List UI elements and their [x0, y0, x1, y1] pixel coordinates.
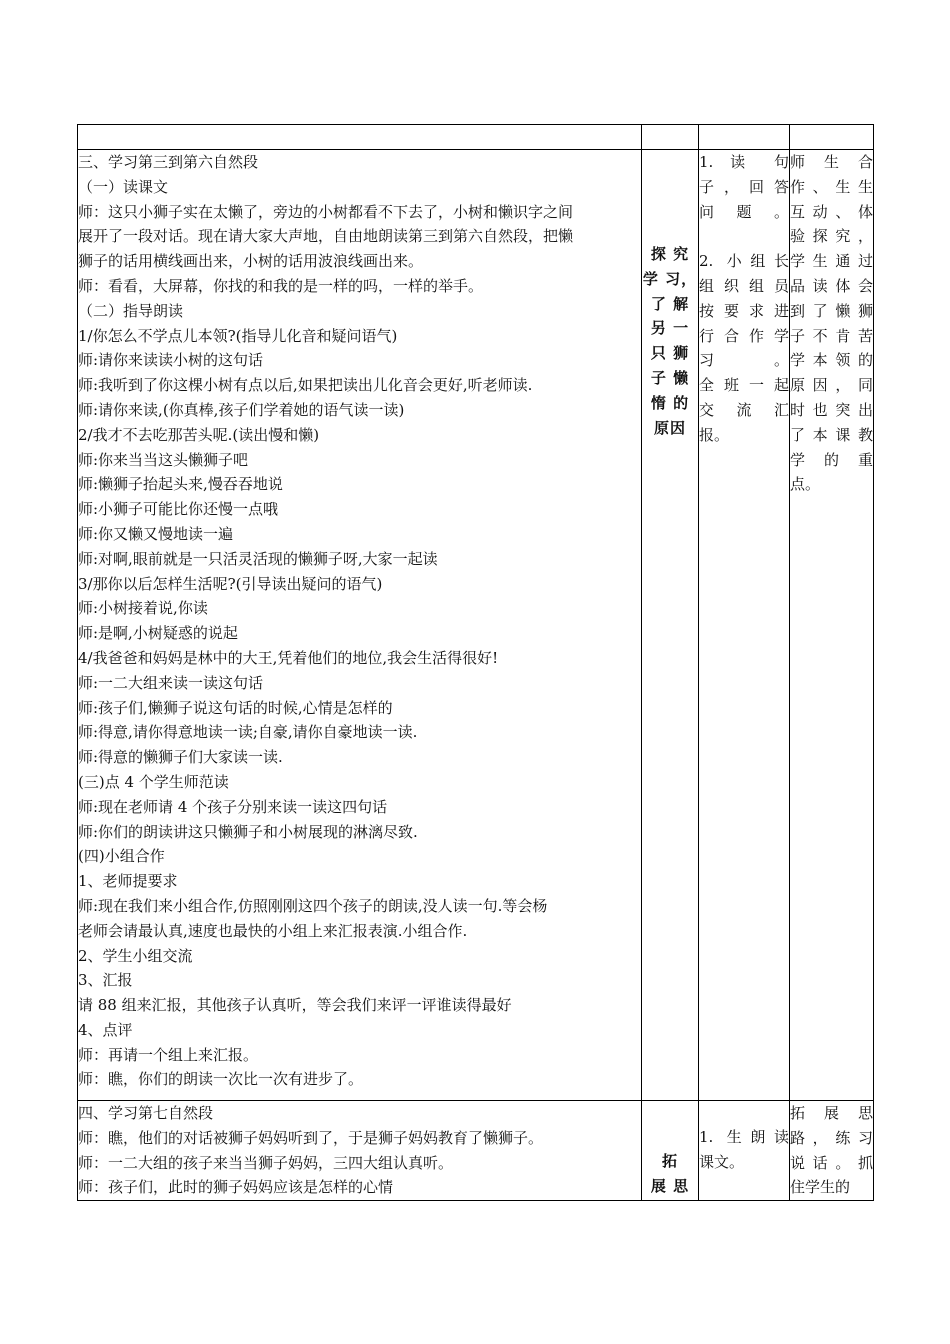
- student-line: 行合作学: [699, 326, 789, 345]
- intent-line: 品读体会: [790, 276, 873, 295]
- teaching-process-cell: [78, 150, 642, 1101]
- student-activity-cell: [699, 1101, 790, 1201]
- student-line: 2. 小组长: [699, 252, 789, 271]
- goal-line: 拓: [661, 1152, 678, 1170]
- teaching-goal-text: [642, 1101, 698, 1199]
- text-line: 师:你来当当这头懒狮子吧: [78, 450, 249, 469]
- text-line: 师:现在老师请 4 个孩子分别来读一读这四句话: [78, 797, 388, 816]
- student-line: 按要求进: [699, 301, 789, 320]
- text-line: 师:小狮子可能比你还慢一点哦: [78, 500, 279, 519]
- text-line: （一）读课文: [78, 177, 169, 196]
- goal-line: 了 解: [650, 294, 690, 313]
- text-line: 师:请你来读读小树的这句话: [78, 351, 264, 370]
- student-activity-text: [699, 1101, 789, 1175]
- empty-cell: [699, 125, 790, 150]
- text-line: 1、老师提要求: [78, 872, 178, 891]
- intent-line: 路，练习: [790, 1128, 873, 1147]
- teaching-process-cell: [78, 1101, 642, 1201]
- teaching-process-text: [78, 1101, 641, 1200]
- text-line: (四)小组合作: [78, 847, 165, 866]
- student-line: 全班一起: [699, 376, 789, 395]
- text-line: 狮子的话用横线画出来，小树的话用波浪线画出来。: [78, 252, 424, 271]
- student-line: 1. 生朗读: [699, 1128, 789, 1146]
- goal-line: 惰 的: [650, 393, 690, 412]
- intent-line: 学本领的: [790, 351, 873, 370]
- table-header-row: [78, 125, 874, 150]
- empty-cell: [642, 125, 699, 150]
- text-line: 师:是啊,小树疑惑的说起: [78, 624, 238, 643]
- student-activity-text: [699, 150, 789, 448]
- student-line: 1. 读 句: [699, 153, 789, 171]
- text-line: 师：这只小狮子实在太懒了，旁边的小树都看不下去了，小树和懒识字之间: [78, 202, 574, 221]
- goal-line: 展 思: [650, 1176, 690, 1195]
- student-line: 习。: [699, 351, 789, 370]
- text-line: 四、学习第七自然段: [78, 1104, 214, 1122]
- text-line: 师：瞧，他们的对话被狮子妈妈听到了，于是狮子妈妈教育了懒狮子。: [78, 1128, 544, 1147]
- intent-line: 子不肯苦: [790, 326, 873, 345]
- design-intent-text: [790, 1101, 873, 1200]
- text-line: 师:对啊,眼前就是一只活灵活现的懒狮子呀,大家一起读: [78, 549, 438, 568]
- design-intent-text: [790, 150, 873, 497]
- student-activity-cell: [699, 150, 790, 1101]
- intent-line: 时也突出: [790, 400, 873, 419]
- design-intent-cell: [790, 1101, 874, 1201]
- text-line: 请 88 组来汇报，其他孩子认真听，等会我们来评一评谁读得最好: [78, 996, 512, 1015]
- design-intent-cell: [790, 150, 874, 1101]
- teaching-goal-text: [642, 150, 698, 440]
- intent-line: 说话。抓: [790, 1153, 873, 1172]
- text-line: (三)点 4 个学生师范读: [78, 772, 229, 791]
- text-line: 师:你们的朗读讲这只懒狮子和小树展现的淋漓尽致.: [78, 822, 418, 841]
- text-line: 师：孩子们，此时的狮子妈妈应该是怎样的心情: [78, 1178, 394, 1197]
- text-line: 展开了一段对话。现在请大家大声地，自由地朗读第三到第六自然段，把懒: [78, 227, 574, 246]
- text-line: 1/你怎么不学点儿本领?(指导儿化音和疑问语气): [78, 326, 398, 345]
- text-line: 师:现在我们来小组合作,仿照刚刚这四个孩子的朗读,没人读一句.等会杨: [78, 896, 548, 915]
- intent-line: 互动、体: [790, 202, 873, 221]
- empty-cell: [790, 125, 874, 150]
- teaching-goal-cell: [642, 1101, 699, 1201]
- text-line: 师:请你来读,(你真棒,孩子们学着她的语气读一读): [78, 400, 405, 419]
- student-line: 交 流 汇: [699, 400, 789, 419]
- lesson-plan-table: [77, 124, 874, 1201]
- goal-line: 只 狮: [650, 344, 690, 363]
- goal-line: 子 懒: [650, 368, 690, 387]
- goal-line: 原因: [653, 418, 686, 437]
- intent-line: 验探究，: [790, 227, 873, 246]
- goal-line: 另 一: [650, 319, 690, 338]
- text-line: 师:一二大组来读一读这句话: [78, 673, 264, 692]
- text-line: 4/我爸爸和妈妈是林中的大王,凭着他们的地位,我会生活得很好!: [78, 648, 499, 667]
- intent-line: 学生通过: [790, 252, 873, 271]
- intent-line: 学 的 重: [790, 450, 873, 469]
- text-line: 2、学生小组交流: [78, 946, 193, 965]
- student-line: 课文。: [699, 1152, 745, 1171]
- text-line: 师:小树接着说,你读: [78, 599, 208, 618]
- text-line: 老师会请最认真,速度也最快的小组上来汇报表演.小组合作.: [78, 921, 468, 940]
- text-line: 师：再请一个组上来汇报。: [78, 1045, 259, 1064]
- intent-line: 了本课教: [790, 425, 873, 444]
- text-line: 2/我才不去吃那苦头呢.(读出慢和懒): [78, 425, 320, 444]
- intent-line: 原因，同: [790, 376, 873, 395]
- teaching-goal-cell: [642, 150, 699, 1101]
- intent-line: 住学生的: [790, 1178, 851, 1197]
- text-line: 师:你又懒又慢地读一遍: [78, 524, 234, 543]
- empty-cell: [78, 125, 642, 150]
- student-line: 子，回答: [699, 177, 789, 196]
- text-line: 3、汇报: [78, 971, 133, 990]
- student-line: 问题。: [699, 202, 789, 221]
- text-line: 师:孩子们,懒狮子说这句话的时候,心情是怎样的: [78, 698, 393, 717]
- text-line: 3/那你以后怎样生活呢?(引导读出疑问的语气): [78, 574, 383, 593]
- intent-line: 拓 展 思: [790, 1104, 873, 1122]
- text-line: 师：看看，大屏幕，你找的和我的是一样的吗，一样的举手。: [78, 276, 484, 295]
- text-line: 师：瞧，你们的朗读一次比一次有进步了。: [78, 1070, 364, 1089]
- text-line: 师:得意的懒狮子们大家读一读.: [78, 748, 283, 767]
- table-row-section4: [78, 1101, 874, 1201]
- text-line: 三、学习第三到第六自然段: [78, 153, 259, 171]
- teaching-process-text: [78, 150, 641, 1092]
- text-line: 师:我听到了你这棵小树有点以后,如果把读出儿化音会更好,听老师读.: [78, 376, 533, 395]
- intent-line: 师 生 合: [790, 153, 873, 171]
- text-line: 师:得意,请你得意地读一读;自豪,请你自豪地读一读.: [78, 723, 418, 742]
- intent-line: 到了懒狮: [790, 301, 873, 320]
- text-line: 师：一二大组的孩子来当当狮子妈妈，三四大组认真听。: [78, 1153, 454, 1172]
- goal-line: 学 习，: [642, 269, 698, 288]
- text-line: 师:懒狮子抬起头来,慢吞吞地说: [78, 475, 283, 494]
- intent-line: 点。: [790, 475, 821, 494]
- text-line: （二）指导朗读: [78, 301, 184, 320]
- intent-line: 作、生生: [790, 177, 873, 196]
- student-line: 报。: [699, 425, 730, 444]
- goal-line: 探 究: [650, 245, 690, 263]
- table-row-section3: [78, 150, 874, 1101]
- student-line: 组织组员: [699, 276, 789, 295]
- text-line: 4、点评: [78, 1020, 133, 1039]
- blank-line: [699, 224, 789, 249]
